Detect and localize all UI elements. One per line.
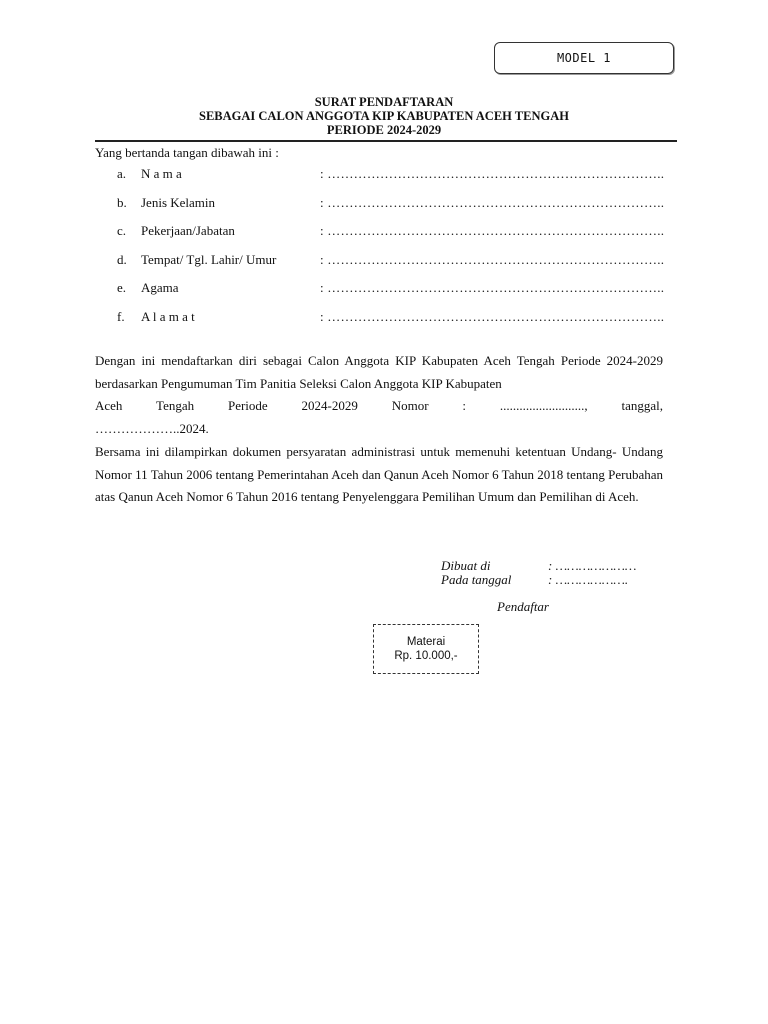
stamp-duty-box: [373, 624, 479, 674]
field-letter: e.: [117, 280, 127, 295]
field-label: Tempat/ Tgl. Lahir/ Umur: [141, 251, 277, 267]
field-letter: c.: [117, 223, 127, 238]
field-agama: [117, 280, 677, 298]
stamp-line-2: Rp. 10.000,-: [394, 650, 458, 662]
field-jenis-kelamin: [117, 195, 677, 213]
field-label: N a m a: [141, 166, 182, 181]
model-label-box: [494, 42, 674, 74]
model-label: MODEL 1: [556, 51, 612, 65]
field-nama: [117, 166, 677, 184]
document-title: [0, 95, 768, 137]
attachment-paragraph: Bersama ini dilampirkan dokumen persyaratan administrasi untuk memenuhi ketentuan Undang- Undang Nomor 11 Tahun 2006 tentang Pemerintahan Aceh dan Qanun Aceh Nomor 6 Tahun 2018 tentang Perubahan atas Qanun Aceh Nomor 6 Tahun 2016 tentang Penyelenggara Pemilihan Umum dan Pemilihan di Aceh.: [95, 444, 663, 504]
made-at-blank: : …………………: [548, 558, 637, 573]
signer-role: Pendaftar: [497, 599, 549, 614]
field-tempat-tgl-lahir: [117, 252, 677, 270]
field-label: Pekerjaan/Jabatan: [141, 223, 235, 238]
field-blank: : …………………………………………………………………..: [320, 308, 665, 324]
field-label: Jenis Kelamin: [141, 194, 216, 210]
title-line-2: SEBAGAI CALON ANGGOTA KIP KABUPATEN ACEH TENGAH: [199, 109, 569, 123]
field-letter: f.: [117, 308, 125, 324]
field-letter: b.: [117, 194, 127, 210]
title-line-1: SURAT PENDAFTARAN: [314, 95, 454, 109]
intro-text: Yang bertanda tangan dibawah ini :: [95, 145, 279, 160]
field-blank: : …………………………………………………………………..: [320, 280, 665, 295]
field-blank: : …………………………………………………………………..: [320, 194, 665, 210]
field-blank: : …………………………………………………………………..: [320, 166, 665, 181]
field-letter: a.: [117, 166, 127, 181]
title-divider: [95, 140, 677, 142]
date-blank: : ……………….: [548, 572, 629, 587]
date-label: Pada tanggal: [441, 572, 512, 587]
title-line-3: PERIODE 2024-2029: [326, 123, 442, 137]
registration-paragraph: [95, 350, 663, 440]
field-letter: d.: [117, 251, 127, 267]
field-pekerjaan: [117, 223, 677, 241]
field-label: A l a m a t: [141, 308, 195, 324]
field-blank: : …………………………………………………………………..: [320, 223, 665, 238]
field-alamat: [117, 309, 677, 327]
field-blank: : …………………………………………………………………..: [320, 251, 665, 267]
stamp-line-1: Materai: [406, 636, 446, 648]
paragraph-1-line-4: ………………..2024.: [95, 420, 209, 436]
field-label: Agama: [141, 280, 179, 295]
paragraph-1-main: Dengan ini mendaftarkan diri sebagai Calon Anggota KIP Kabupaten Aceh Tengah Periode 2024-2029 berdasarkan Pengumuman Tim Panitia Seleksi Calon Anggota KIP Kabupaten: [95, 353, 663, 391]
made-at-label: Dibuat di: [441, 558, 491, 573]
paragraph-1-line-3: Aceh Tengah Periode 2024-2029 Nomor : .........................., tanggal,: [95, 398, 663, 413]
